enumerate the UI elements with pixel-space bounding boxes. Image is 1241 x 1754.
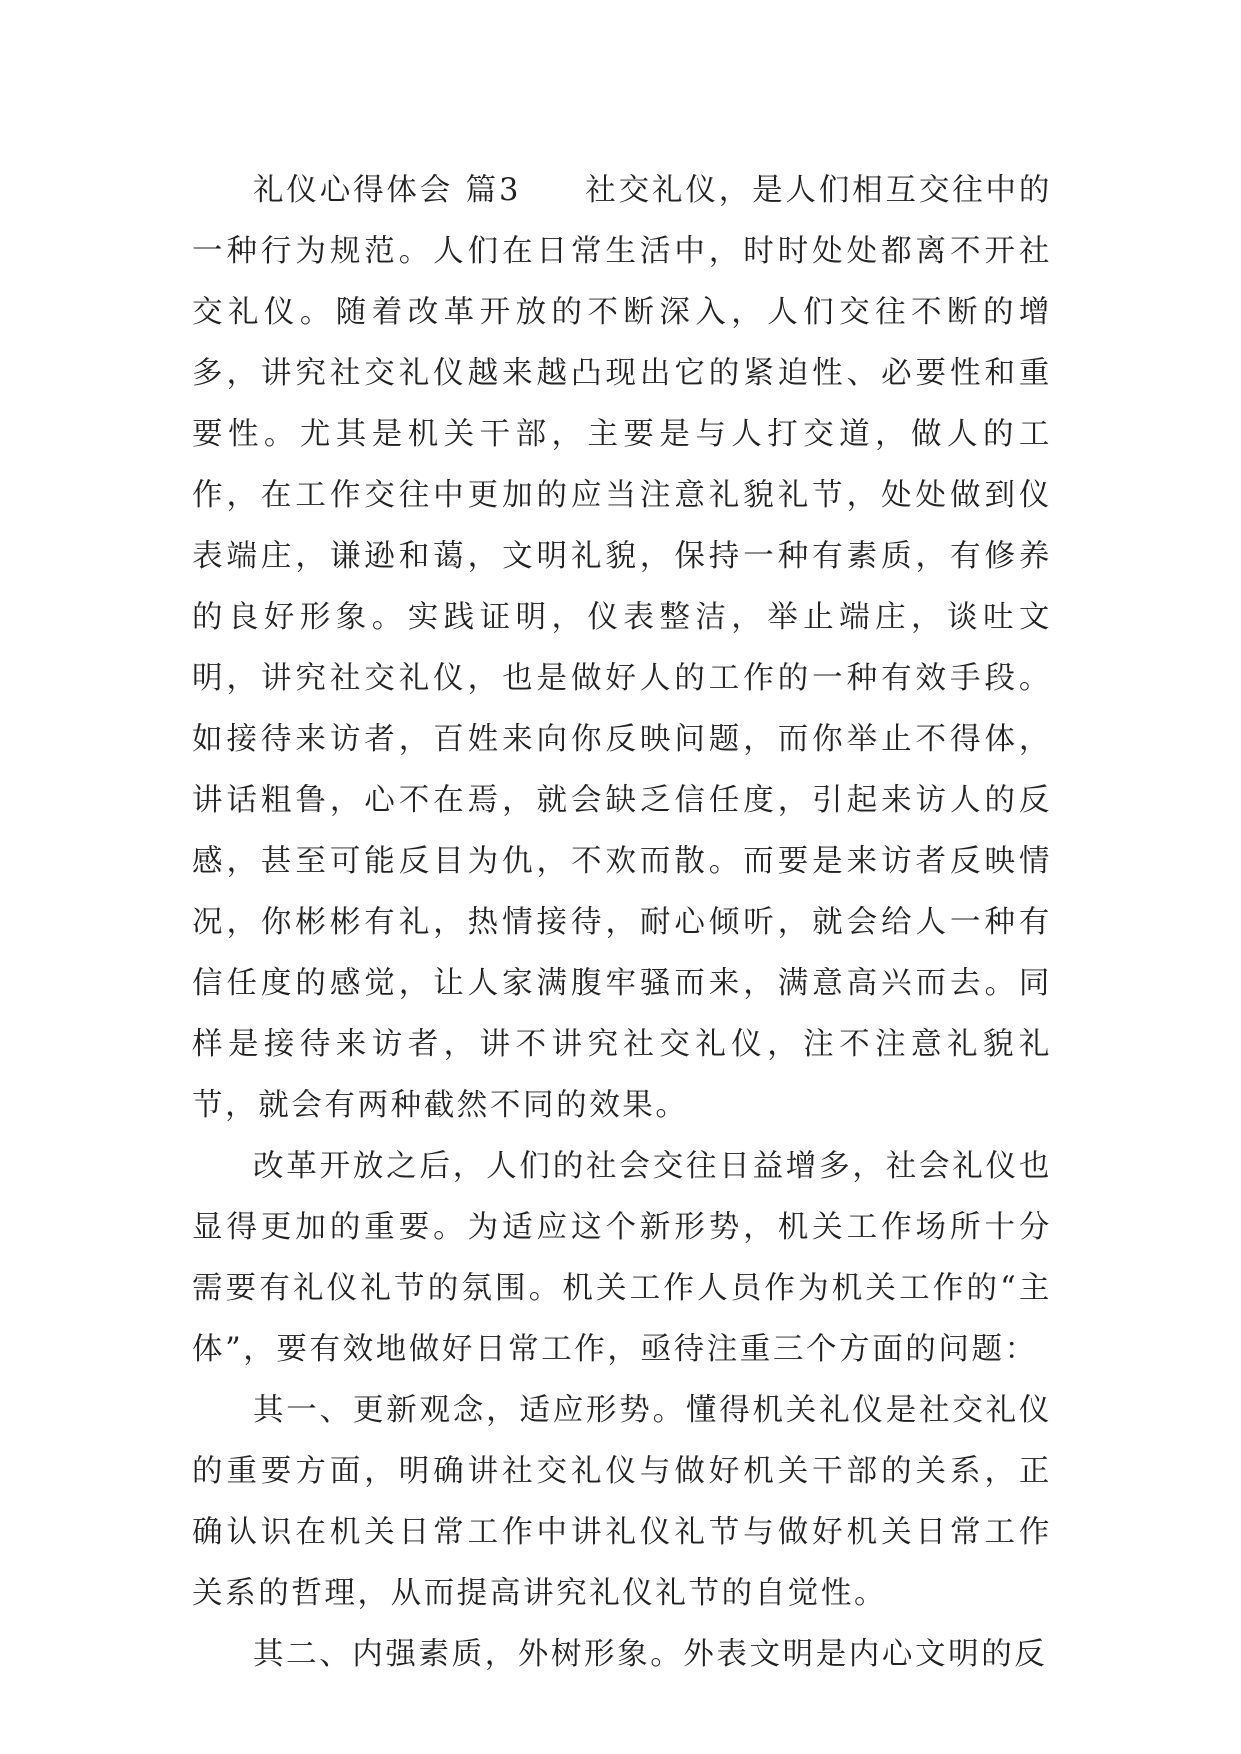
paragraph-4: 其二、内强素质，外树形象。外表文明是内心文明的反 — [253, 1637, 1048, 1672]
document-title: 礼仪心得体会 篇3 — [253, 173, 522, 208]
paragraph-1 — [192, 160, 1052, 1136]
paragraph-3: 其一、更新观念，适应形势。懂得机关礼仪是社交礼仪的重要方面，明确讲社交礼仪与做好机关干部的关系，正确认识在机关日常工作中讲礼仪礼节与做好机关日常工作关系的哲理，从而提高讲究礼仪礼节的自觉性。 — [192, 1393, 1052, 1611]
paragraph-1-text: 社交礼仪，是人们相互交往中的一种行为规范。人们在日常生活中，时时处处都离不开社交礼仪。随着改革开放的不断深入，人们交往不断的增多，讲究社交礼仪越来越凸现出它的紧迫性、必要性和重要性。尤其是机关干部，主要是与人打交道，做人的工作，在工作交往中更加的应当注意礼貌礼节，处处做到仪表端庄，谦逊和蔼，文明礼貌，保持一种有素质，有修养的良好形象。实践证明，仪表整洁，举止端庄，谈吐文明，讲究社交礼仪，也是做好人的工作的一种有效手段。如接待来访者，百姓来向你反映问题，而你举止不得体，讲话粗鲁，心不在焉，就会缺乏信任度，引起来访人的反感，甚至可能反目为仇，不欢而散。而要是来访者反映情况，你彬彬有礼，热情接待，耐心倾听，就会给人一种有信任度的感觉，让人家满腹牢骚而来，满意高兴而去。同样是接待来访者，讲不讲究社交礼仪，注不注意礼貌礼节，就会有两种截然不同的效果。 — [192, 173, 1053, 1123]
paragraph-2: 改革开放之后，人们的社会交往日益增多，社会礼仪也显得更加的重要。为适应这个新形势，机关工作场所十分需要有礼仪礼节的氛围。机关工作人员作为机关工作的“主体”，要有效地做好日常工作，亟待注重三个方面的问题： — [192, 1149, 1052, 1367]
document-body — [192, 160, 1052, 1685]
